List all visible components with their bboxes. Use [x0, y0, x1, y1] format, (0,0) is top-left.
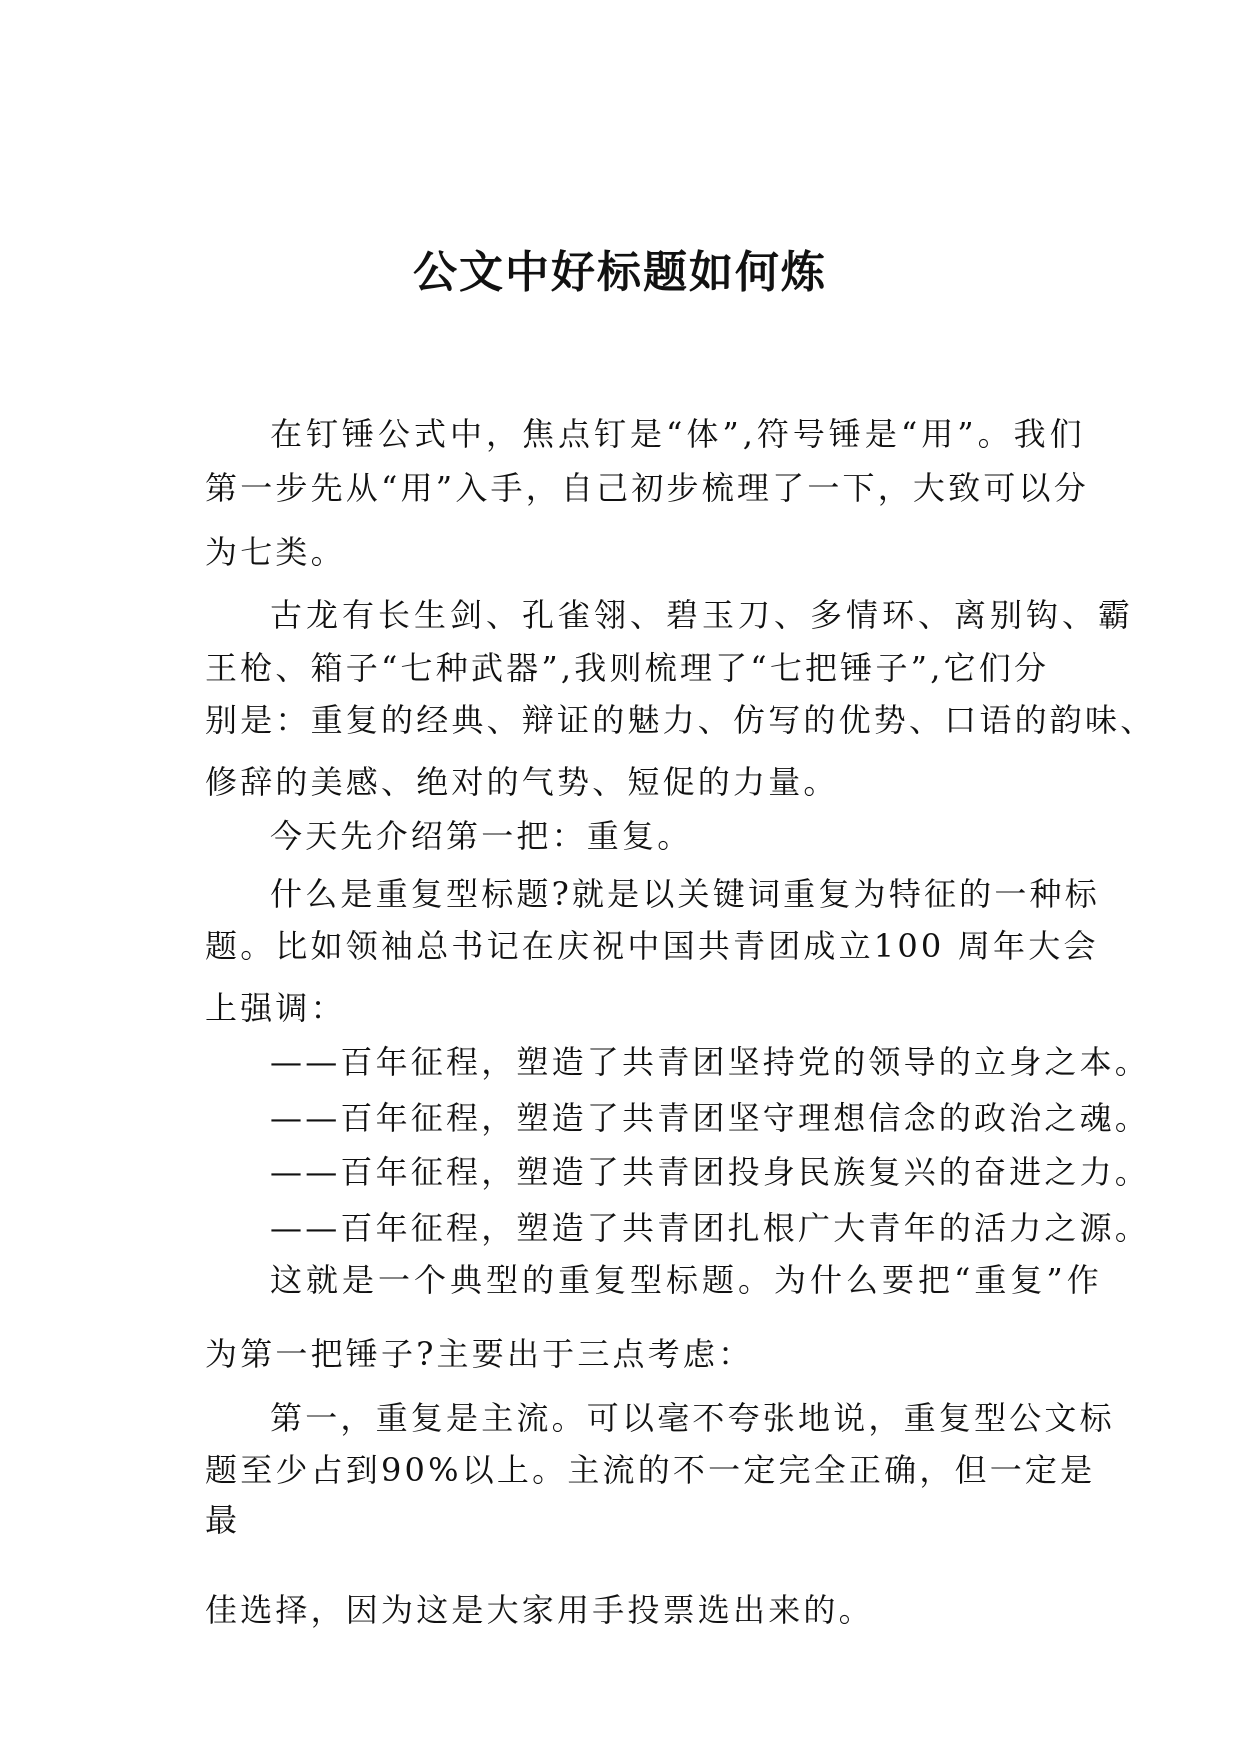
- body-line: 修辞的美感、绝对的气势、短促的力量。: [205, 763, 839, 801]
- body-line: 什么是重复型标题?就是以关键词重复为特征的一种标: [270, 875, 1100, 913]
- body-line: 题。比如领袖总书记在庆祝中国共青团成立100 周年大会: [205, 927, 1099, 965]
- body-line: 这就是一个典型的重复型标题。为什么要把“重复”作: [270, 1261, 1103, 1299]
- body-line: 在钉锤公式中，焦点钉是“体”,符号锤是“用”。我们: [270, 415, 1086, 453]
- body-line: 别是：重复的经典、辩证的魅力、仿写的优势、口语的韵味、: [205, 701, 1156, 739]
- body-line: 今天先介绍第一把：重复。: [270, 817, 693, 855]
- quote-line: ——百年征程，塑造了共青团坚守理想信念的政治之魂。: [270, 1099, 1151, 1137]
- quote-line: ——百年征程，塑造了共青团扎根广大青年的活力之源。: [270, 1209, 1151, 1247]
- body-line: 为第一把锤子?主要出于三点考虑：: [205, 1335, 754, 1373]
- body-line: 第一，重复是主流。可以毫不夸张地说，重复型公文标: [270, 1399, 1115, 1437]
- quote-line: ——百年征程，塑造了共青团投身民族复兴的奋进之力。: [270, 1153, 1151, 1191]
- body-line: 古龙有长生剑、孔雀翎、碧玉刀、多情环、离别钩、霸: [270, 596, 1135, 634]
- body-line: 题至少占到90%以上。主流的不一定完全正确，但一定是: [205, 1451, 1096, 1489]
- body-line: 王枪、箱子“七种武器”,我则梳理了“七把锤子”,它们分: [205, 649, 1050, 687]
- body-line: 第一步先从“用”入手，自己初步梳理了一下，大致可以分: [205, 469, 1089, 507]
- body-line: 佳选择，因为这是大家用手投票选出来的。: [205, 1591, 874, 1629]
- quote-line: ——百年征程，塑造了共青团坚持党的领导的立身之本。: [270, 1043, 1151, 1081]
- body-line: 最: [205, 1501, 241, 1539]
- document-title: 公文中好标题如何炼: [413, 247, 827, 298]
- body-line: 为七类。: [205, 533, 346, 571]
- body-line: 上强调：: [205, 989, 346, 1027]
